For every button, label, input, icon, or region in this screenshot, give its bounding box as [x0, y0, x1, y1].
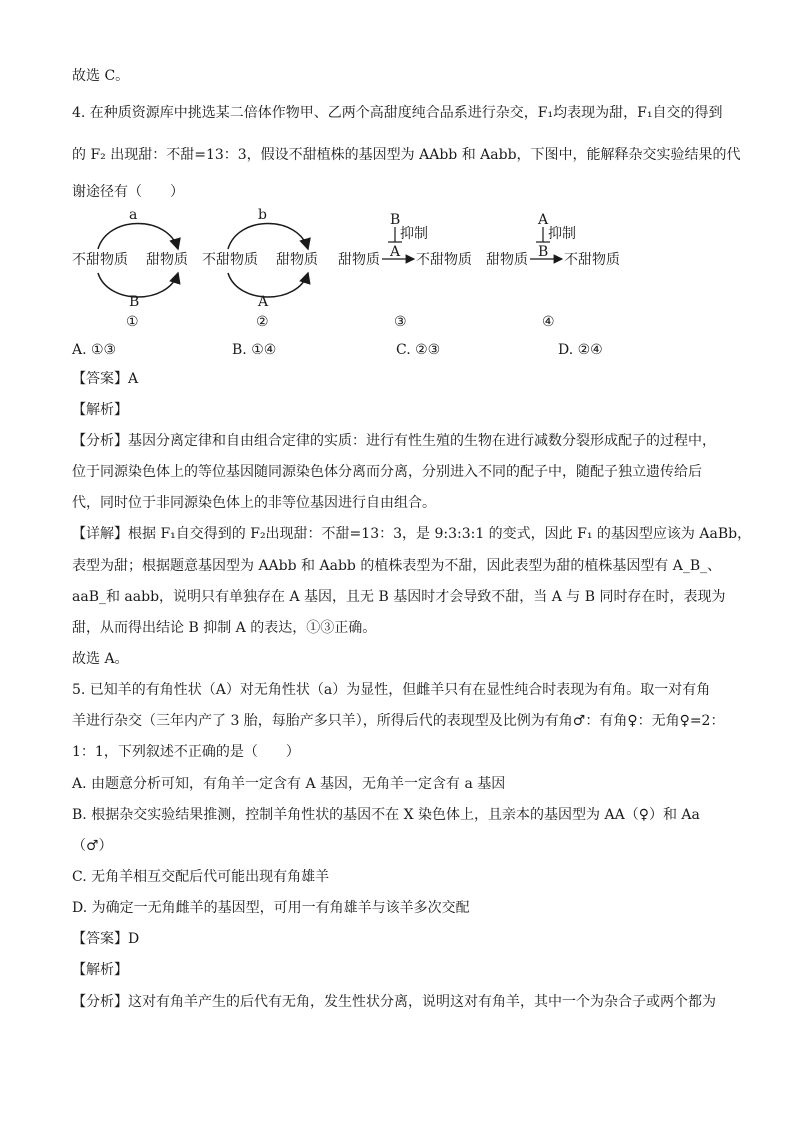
arrow-top: [98, 224, 178, 250]
substance-right: 不甜物质: [564, 252, 620, 268]
option-line: A. 由题意分析可知，有角羊一定含有 A 基因，无角羊一定含有 a 基因: [72, 776, 506, 792]
enzyme-label-bottom: A: [258, 294, 269, 310]
inhibitor-label: B: [390, 212, 401, 228]
substance-right: 不甜物质: [416, 252, 472, 268]
text-line: 故选 C。: [72, 68, 130, 84]
option-a: A. ①③: [72, 342, 117, 358]
metabolic-pathway-diagram: [68, 205, 668, 335]
text-line: 1：1，下列叙述不正确的是（ ）: [72, 744, 300, 760]
answer-label: 【答案】A: [72, 371, 139, 387]
text-line: 【分析】这对有角羊产生的后代有无角，发生性状分离，说明这对有角羊，其中一个为杂合子或两个都为: [72, 994, 716, 1010]
option-line: C. 无角羊相互交配后代可能出现有角雄羊: [72, 869, 330, 885]
option-line: D. 为确定一无角雌羊的基因型，可用一有角雄羊与该羊多次交配: [72, 900, 470, 916]
enzyme-label-top: b: [258, 207, 267, 223]
substance-left: 不甜物质: [72, 252, 128, 268]
diagram-number: ①: [126, 314, 139, 330]
pathway-1: [72, 207, 188, 330]
text-line: 位于同源染色体上的等位基因随同源染色体分离而分离，分别进入不同的配子中，随配子独立遗传给后: [72, 464, 702, 480]
option-d: D. ②④: [558, 342, 603, 358]
inhibit-label: 抑制: [400, 226, 428, 242]
substance-left: 不甜物质: [202, 252, 258, 268]
analysis-heading: 【解析】: [72, 962, 128, 978]
arrow-top: [228, 224, 308, 250]
substance-right: 甜物质: [146, 252, 188, 268]
substance-left: 甜物质: [338, 252, 380, 268]
diagram-number: ③: [394, 314, 407, 330]
diagram-number: ④: [542, 314, 555, 330]
substance-left: 甜物质: [486, 252, 528, 268]
pathway-2: [202, 207, 318, 330]
text-line: 羊进行杂交（三年内产了 3 胎，每胎产多只羊），所得后代的表现型及比例为有角♂：有角♀：无角♀=2：: [72, 713, 725, 729]
enzyme-label-bottom: B: [129, 294, 140, 310]
enzyme-label: A: [390, 244, 401, 260]
pathway-4: [486, 212, 620, 330]
enzyme-label: B: [538, 244, 549, 260]
enzyme-label-top: a: [129, 207, 138, 223]
text-line: 的 F₂ 出现甜：不甜=13：3，假设不甜植株的基因型为 AAbb 和 Aabb，下图中，能解释杂交实验结果的代: [72, 147, 741, 163]
option-line: （♂）: [72, 838, 113, 854]
text-line: 代，同时位于非同源染色体上的非等位基因进行自由组合。: [72, 495, 436, 511]
option-line: B. 根据杂交实验结果推测，控制羊角性状的基因不在 X 染色体上，且亲本的基因型为 AA（♀）和 Aa: [72, 807, 700, 823]
substance-right: 甜物质: [276, 252, 318, 268]
text-line: 表型为甜；根据题意基因型为 AAbb 和 Aabb 的植株表型为不甜，因此表型为甜的植株基因型有 A_B_、: [72, 558, 722, 574]
analysis-heading: 【解析】: [72, 402, 128, 418]
question-5-line: 5. 已知羊的有角性状（A）对无角性状（a）为显性，但雌羊只有在显性纯合时表现为有角。取一对有角: [72, 682, 711, 698]
text-line: aaB_和 aabb，说明只有单独存在 A 基因，且无 B 基因时才会导致不甜，当 A 与 B 同时存在时，表现为: [72, 589, 726, 605]
text-line: 【分析】基因分离定律和自由组合定律的实质：进行有性生殖的生物在进行减数分裂形成配子的过程中，: [72, 433, 716, 449]
answer-label: 【答案】D: [72, 931, 140, 947]
text-line: 故选 A。: [72, 651, 129, 667]
option-b: B. ①④: [232, 342, 277, 358]
inhibitor-label: A: [538, 212, 549, 228]
question-4-line: 4. 在种质资源库中挑选某二倍体作物甲、乙两个高甜度纯合品系进行杂交，F₁均表现为甜，F₁自交的得到: [72, 105, 723, 121]
option-c: C. ②③: [396, 342, 441, 358]
text-line: 谢途径有（ ）: [72, 184, 184, 200]
text-line: 【详解】根据 F₁自交得到的 F₂出现甜：不甜=13：3，是 9:3:3:1 的变式，因此 F₁ 的基因型应该为 AaBb，: [72, 526, 752, 542]
diagram-number: ②: [256, 314, 269, 330]
inhibit-label: 抑制: [548, 226, 576, 242]
pathway-3: [338, 212, 472, 330]
text-line: 甜，从而得出结论 B 抑制 A 的表达，①③正确。: [72, 620, 377, 636]
